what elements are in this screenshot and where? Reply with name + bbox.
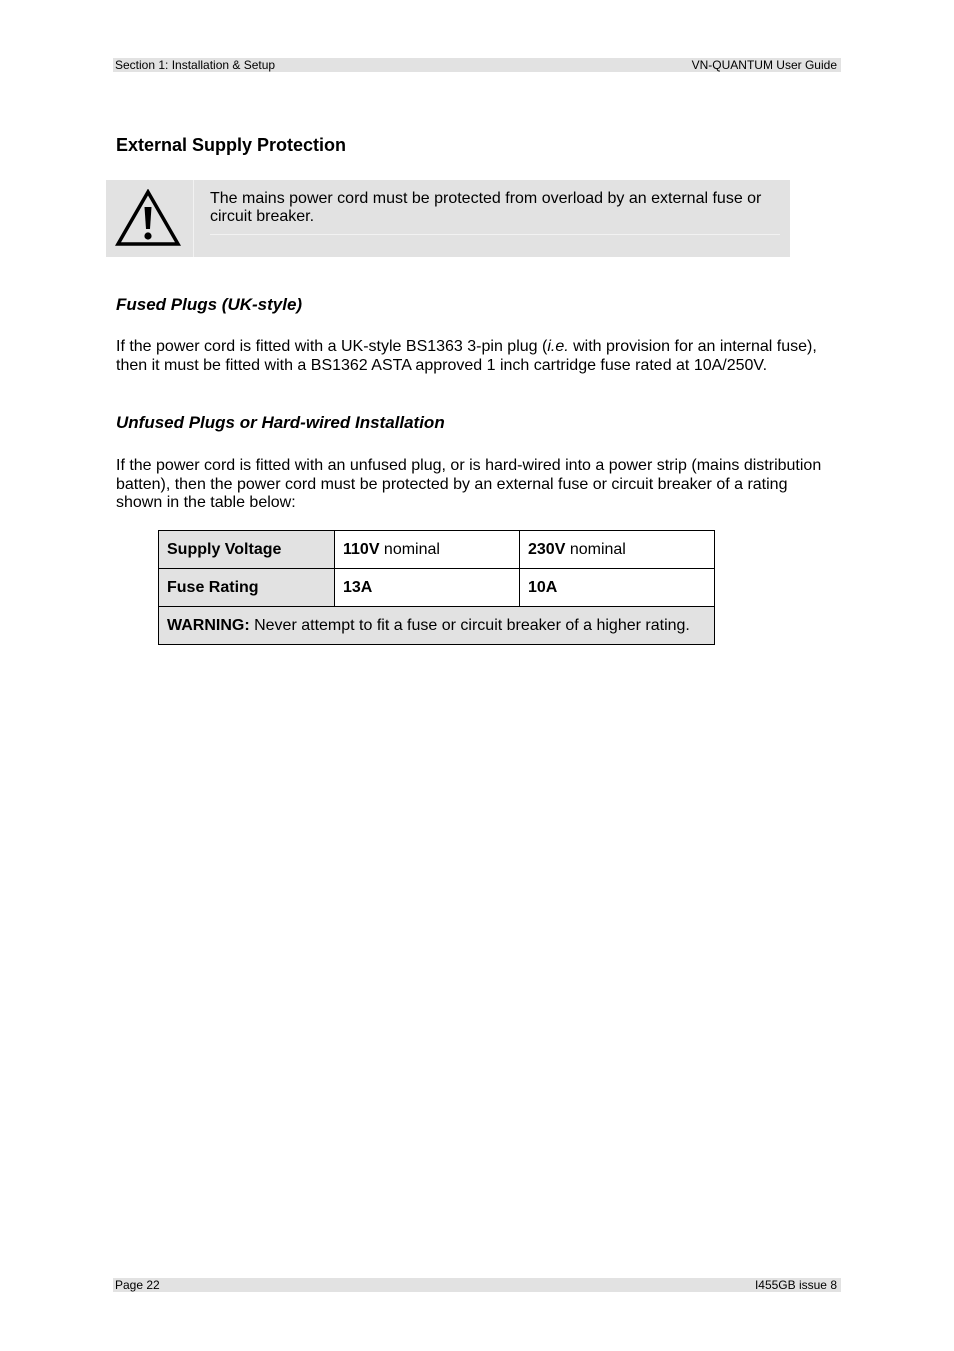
warning-label: WARNING: — [167, 616, 250, 634]
table-warning-cell — [159, 607, 715, 645]
warning-note — [106, 180, 790, 257]
table-row — [159, 531, 715, 569]
voltage-value: 110V — [343, 540, 380, 558]
fused-plugs-heading: Fused Plugs (UK-style) — [116, 295, 303, 314]
unfused-plugs-paragraph: If the power cord is fitted with an unfused plug, or is hard-wired into a power strip (mains distribution batten), then the power cord must be protected by an external fuse or circuit breaker of a rating shown in the table below: — [116, 457, 822, 511]
voltage-value: 230V — [528, 540, 566, 558]
section-title: External Supply Protection — [116, 135, 347, 155]
fused-text-part: If the power cord is fitted with a UK-style BS1363 3-pin plug ( — [116, 338, 548, 355]
header-section-label: Section 1: Installation & Setup — [115, 58, 276, 72]
voltage-230-cell — [520, 531, 715, 569]
voltage-110-cell — [335, 531, 520, 569]
fused-text-part: with provision for an internal fuse), then it must be fitted with a BS1362 ASTA approved 1 inch cartridge fuse rated at 10A/250V. — [116, 338, 817, 374]
fused-text-italic: i.e. — [547, 338, 569, 355]
fuse-rating-230-cell: 10A — [520, 569, 715, 607]
fuse-rating-label: Fuse Rating — [159, 569, 335, 607]
table-row — [159, 569, 715, 607]
warning-text: Never attempt to fit a fuse or circuit breaker of a higher rating. — [249, 616, 690, 634]
unfused-plugs-heading: Unfused Plugs or Hard-wired Installation — [116, 413, 445, 432]
fuse-rating-table — [158, 530, 715, 645]
supply-voltage-label: Supply Voltage — [159, 531, 335, 569]
page-header — [113, 58, 841, 72]
footer-page-number: Page 22 — [115, 1278, 160, 1292]
note-divider — [193, 180, 194, 257]
warning-triangle-icon — [115, 189, 181, 247]
voltage-unit: nominal — [565, 540, 626, 558]
fuse-rating-110-cell: 13A — [335, 569, 520, 607]
warning-note-text: The mains power cord must be protected from overload by an external fuse or circuit breaker. — [210, 190, 780, 235]
fused-plugs-paragraph — [116, 338, 836, 375]
header-document-title: VN-QUANTUM User Guide — [691, 58, 837, 72]
footer-issue: I455GB issue 8 — [754, 1278, 837, 1292]
page-footer — [113, 1278, 841, 1292]
table-row — [159, 607, 715, 645]
voltage-unit: nominal — [379, 540, 440, 558]
